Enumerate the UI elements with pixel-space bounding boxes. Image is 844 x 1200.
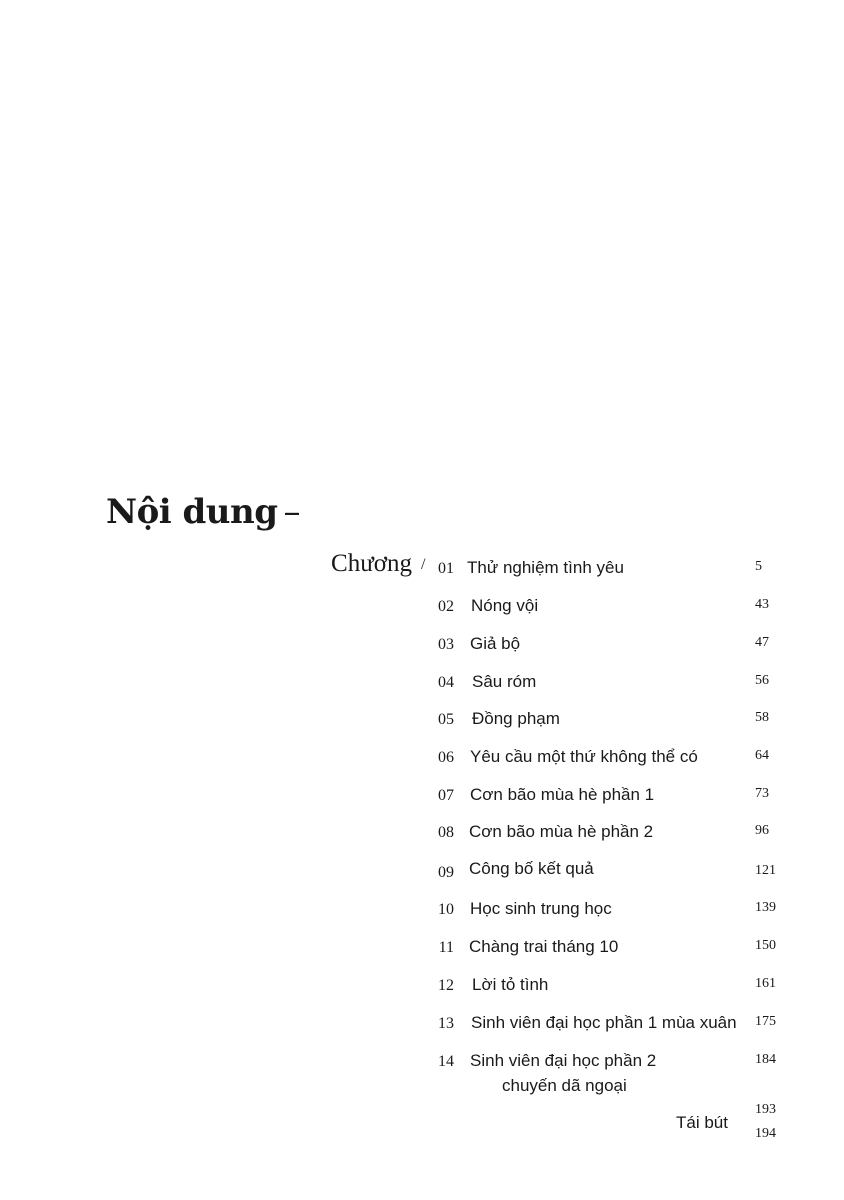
chapter-number: 04 [438,674,454,691]
page-number: 5 [755,559,762,574]
chapter-label: Chương [331,550,412,577]
chapter-number: 03 [438,636,454,653]
toc-entry[interactable] [0,935,844,959]
toc-entry[interactable] [0,973,844,997]
chapter-title: Cơn bão mùa hè phần 1 [470,785,655,804]
page-title-text: Nội dung [106,492,278,532]
page-number: 47 [755,635,769,650]
page-title [106,492,300,533]
chapter-title: Thử nghiệm tình yêu [467,558,624,577]
page-title-dash: – [283,492,300,532]
toc-entry[interactable] [0,745,844,769]
chapter-title-line-1: Sinh viên đại học phần 2 [470,1051,657,1070]
chapter-number: 09 [438,864,454,881]
toc-entry[interactable] [0,594,844,618]
chapter-number: 08 [438,824,454,841]
postscript-page-start: 193 [755,1102,776,1117]
chapter-number: 06 [438,749,454,766]
chapter-title: Chàng trai tháng 10 [469,937,619,956]
postscript-page-end: 194 [755,1126,776,1141]
chapter-slash: / [421,556,426,573]
toc-entry[interactable] [0,1011,844,1035]
toc-entry[interactable] [0,1049,844,1095]
page-number: 43 [755,597,769,612]
chapter-number: 07 [438,787,454,804]
toc-entry[interactable] [0,857,844,881]
chapter-title: Đồng phạm [472,709,560,728]
chapter-number: 13 [438,1015,454,1032]
page-number: 161 [755,976,776,991]
chapter-title: Cơn bão mùa hè phần 2 [469,822,654,841]
page-number: 96 [755,823,769,838]
chapter-title: Công bố kết quả [469,859,594,878]
page-number: 64 [755,748,769,763]
chapter-title: Học sinh trung học [470,899,612,918]
chapter-number: 01 [438,560,454,577]
toc-entry[interactable] [0,670,844,694]
postscript-title: Tái bút [676,1113,728,1132]
toc-entry[interactable] [0,707,844,731]
toc-entry[interactable] [0,820,844,844]
chapter-number: 02 [438,598,454,615]
page-number: 73 [755,786,769,801]
chapter-title: Lời tỏ tình [472,975,549,994]
chapter-title: Sâu róm [472,672,537,691]
chapter-number: 11 [438,939,454,956]
chapter-number: 05 [438,711,454,728]
page-number: 150 [755,938,776,953]
toc-entry[interactable] [0,632,844,656]
toc-entry[interactable] [0,556,844,580]
chapter-number: 10 [438,901,454,918]
toc-entry[interactable] [0,897,844,921]
page-number: 121 [755,863,776,878]
page-number: 175 [755,1014,776,1029]
chapter-title: Giả bộ [470,634,521,653]
chapter-title: Nóng vội [471,596,539,615]
chapter-number: 14 [438,1053,454,1070]
page-number: 58 [755,710,769,725]
chapter-number: 12 [438,977,454,994]
chapter-title-line-2: chuyến dã ngoại [502,1075,627,1095]
chapter-title: Sinh viên đại học phần 1 mùa xuân [471,1013,737,1032]
page-number: 139 [755,900,776,915]
page-number: 184 [755,1052,776,1067]
chapter-title [470,1049,656,1098]
chapter-title: Yêu cầu một thứ không thể có [470,747,698,766]
page-number: 56 [755,673,769,688]
toc-entry[interactable] [0,783,844,807]
